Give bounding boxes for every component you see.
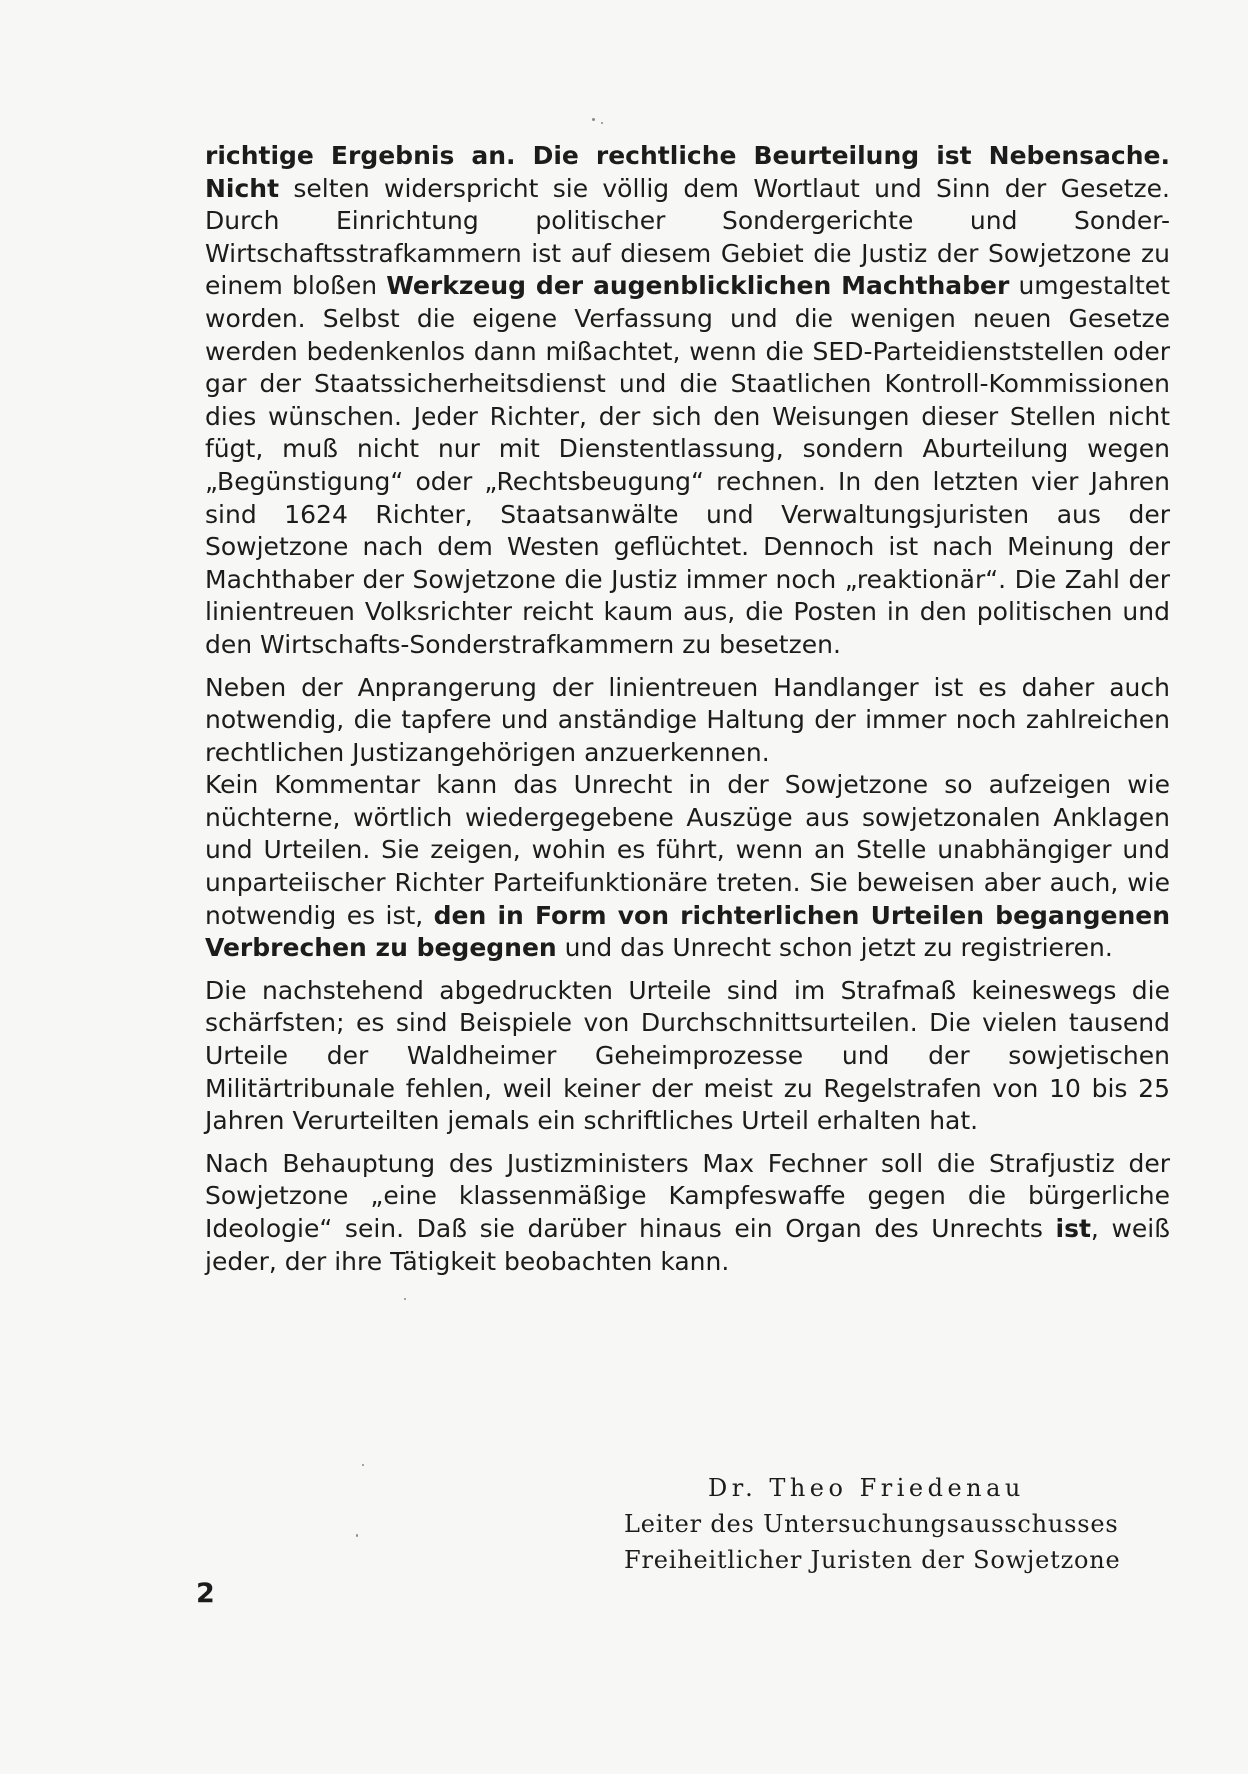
paragraph-2-span-1: Neben der Anprangerung der linientreuen Handlanger ist es daher auch notwendig, die tapfere und anständige Haltung der immer noch zahlreichen rechtlichen Justizangehörigen anzuerkennen. bbox=[205, 672, 1170, 767]
paragraph-4-span-1: Die nachstehend abgedruckten Urteile sind im Strafmaß keineswegs die schärfsten; es sind Beispiele von Durchschnittsurteilen. Die vielen tausend Urteile der Waldheimer Geheimprozesse und der sowjetischen Militärtribunale fehlen, weil keiner der meist zu Regelstrafen von 10 bis 25 Jahren Verurteilten jemals ein schriftliches Urteil erhalten hat. bbox=[205, 975, 1170, 1136]
paragraph-1-span-1: richtige Ergebnis an. Die rechtliche Beurteilung ist Nebensache. Nicht bbox=[205, 141, 1170, 203]
scan-speck bbox=[592, 118, 595, 121]
paragraph-2 bbox=[205, 672, 1170, 770]
scan-speck bbox=[601, 122, 603, 124]
signature-title-line-1: Leiter des Untersuchungsausschusses bbox=[624, 1510, 1119, 1538]
page-number: 2 bbox=[196, 1578, 215, 1609]
paragraph-3 bbox=[205, 769, 1170, 965]
scan-speck bbox=[356, 1534, 358, 1537]
scan-speck bbox=[404, 1298, 406, 1300]
signature-title-line-2: Freiheitlicher Juristen der Sowjetzone bbox=[624, 1546, 1121, 1574]
paragraph-5-span-3: , weiß jeder, der ihre Tätigkeit beobachten kann. bbox=[205, 1214, 1170, 1276]
paragraph-5-span-1: Nach Behauptung des Justizministers Max Fechner soll die Strafjustiz der Sowjetzone „eine klassenmäßige Kampfeswaffe gegen die bürgerliche Ideologie“ sein. Daß sie darüber hinaus ein Organ des Unrechts bbox=[205, 1148, 1170, 1243]
paragraph-1 bbox=[205, 140, 1170, 662]
paragraph-3-span-3: und das Unrecht schon jetzt zu registrieren. bbox=[556, 933, 1113, 963]
paragraph-3-span-2: den in Form von richterlichen Urteilen begangenen Verbrechen zu begegnen bbox=[205, 900, 1171, 963]
paragraph-3-span-1: Kein Kommentar kann das Unrecht in der Sowjetzone so aufzeigen wie nüchterne, wörtlich wiedergegebene Auszüge aus sowjetzonalen Anklagen und Urteilen. Sie zeigen, wohin es führt, wenn an Stelle unabhängiger und unparteiischer Richter Parteifunktionäre treten. Sie beweisen aber auch, wie notwendig es ist, bbox=[205, 770, 1170, 930]
paragraph-1-span-3: Werkzeug der augenblicklichen Machthaber bbox=[386, 271, 1010, 301]
paragraph-1-span-4: umgestaltet worden. Selbst die eigene Verfassung und die wenigen neuen Gesetze werden bedenkenlos dann mißachtet, wenn die SED-Parteidienststellen oder gar der Staatssicherheitsdienst und die Staatlichen Kontroll-Kommissionen dies wünschen. Jeder Richter, der sich den Weisungen dieser Stellen nicht fügt, muß nicht nur mit Dienstentlassung, sondern Aburteilung wegen „Begünstigung“ oder „Rechtsbeugung“ rechnen. In den letzten vier Jahren sind 1624 Richter, Staatsanwälte und Verwaltungsjuristen aus der Sowjetzone nach dem Westen geflüchtet. Dennoch ist nach Meinung der Machthaber der Sowjetzone die Justiz immer noch „reaktionär“. Die Zahl der linientreuen Volksrichter reicht kaum aus, die Posten in den politischen und den Wirtschafts-Sonderstrafkammern zu besetzen. bbox=[205, 271, 1170, 659]
paragraph-4 bbox=[205, 975, 1170, 1138]
paragraph-1-span-2: selten widerspricht sie völlig dem Wortlaut und Sinn der Gesetze. Durch Einrichtung politischer Sondergerichte und Sonder-Wirtschaftsstrafkammern ist auf diesem Gebiet die Justiz der Sowjetzone zu einem bloßen bbox=[205, 173, 1170, 301]
paragraph-5 bbox=[205, 1148, 1170, 1278]
scan-speck bbox=[362, 1464, 364, 1466]
paragraph-5-span-2: ist bbox=[1055, 1214, 1091, 1243]
body-text bbox=[205, 140, 1170, 1278]
signature-name: Dr. Theo Friedenau bbox=[708, 1474, 1025, 1502]
